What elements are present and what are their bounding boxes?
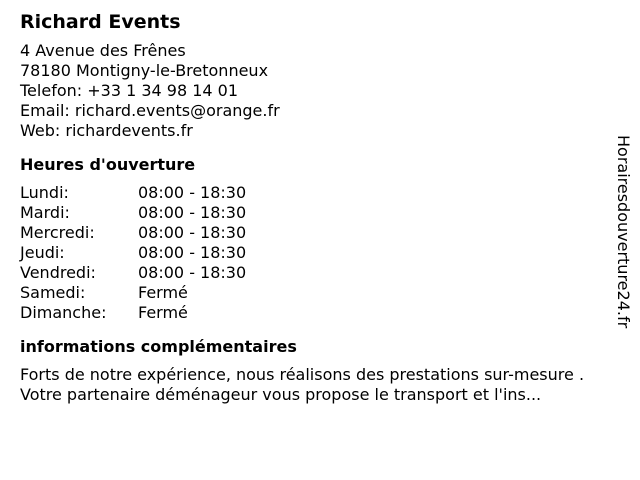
site-watermark: Horairesdouverture24.fr (614, 135, 633, 329)
hours-row (20, 183, 620, 203)
hours-row (20, 263, 620, 283)
info-heading: informations complémentaires (20, 337, 297, 356)
hours-time: 08:00 - 18:30 (138, 183, 247, 202)
hours-day: Dimanche: (20, 303, 107, 322)
phone-text: Telefon: +33 1 34 98 14 01 (20, 81, 239, 100)
hours-day: Samedi: (20, 283, 86, 302)
hours-row (20, 303, 620, 323)
info-text: Forts de notre expérience, nous réalisons des prestations sur-mesure . Votre partenaire déménageur vous propose le transport et l'ins... (20, 365, 585, 404)
address-city: 78180 Montigny-le-Bretonneux (20, 61, 269, 80)
hours-time: 08:00 - 18:30 (138, 203, 247, 222)
hours-day: Mercredi: (20, 223, 95, 242)
hours-row (20, 283, 620, 303)
hours-day: Jeudi: (20, 243, 65, 262)
hours-row (20, 223, 620, 243)
hours-day: Vendredi: (20, 263, 96, 282)
hours-day: Lundi: (20, 183, 69, 202)
hours-time: Fermé (138, 283, 188, 302)
hours-day: Mardi: (20, 203, 70, 222)
address-street: 4 Avenue des Frênes (20, 41, 186, 60)
hours-row (20, 243, 620, 263)
hours-time: 08:00 - 18:30 (138, 223, 247, 242)
hours-time: Fermé (138, 303, 188, 322)
hours-time: 08:00 - 18:30 (138, 243, 247, 262)
hours-row (20, 203, 620, 223)
email-text: Email: richard.events@orange.fr (20, 101, 280, 120)
hours-heading: Heures d'ouverture (20, 155, 196, 174)
hours-time: 08:00 - 18:30 (138, 263, 247, 282)
hours-table (20, 183, 620, 323)
business-name: Richard Events (20, 11, 181, 33)
web-text: Web: richardevents.fr (20, 121, 193, 140)
business-card (20, 10, 620, 405)
